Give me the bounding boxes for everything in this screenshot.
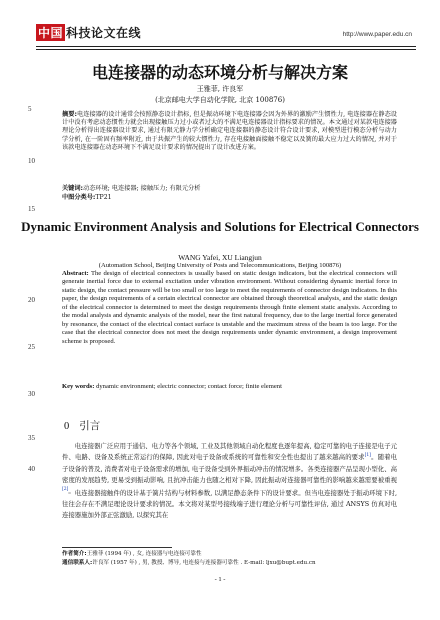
footnote-author xyxy=(62,551,407,558)
abstract-cn xyxy=(62,111,397,152)
paper-title-cn: 电连接器的动态环境分析与解决方案 xyxy=(91,63,348,82)
section-title: 引言 xyxy=(79,420,101,432)
paper-title-en xyxy=(0,219,440,235)
site-url[interactable]: http://www.paper.edu.cn xyxy=(342,31,412,38)
line-number: 40 xyxy=(28,465,35,473)
footnote-contact xyxy=(62,560,407,567)
body-paragraph xyxy=(62,488,397,522)
affiliation-en: (Automation School, Beijing University of Posts and Telecommunications, Beijing 100876) xyxy=(98,262,342,269)
footnote-text: 王雅菲 (1994 年) , 女, 连接器与电连接可靠性 xyxy=(86,551,202,557)
footnote-label: 通信联系人: xyxy=(62,560,93,566)
site-logo[interactable] xyxy=(36,24,141,41)
header-rule-thin xyxy=(36,49,416,50)
citation-link[interactable]: [2] xyxy=(62,486,69,492)
paper-title-en-text: Dynamic Environment Analysis and Solutions for Electrical Connectors xyxy=(21,219,419,234)
paragraph-text: 电连接器接触件的设计基于簧片结构与材料参数, 以满足静态条件下的设计要求。但当电连接器处于振动环境下时, 往往会存在不满足理论设计要求的情况。本文将对某型号接线端子进行理论分析与可靠性评估, 通过 ANSYS 仿真对电连接器施加外部正弦激励, 以探究其在 xyxy=(62,489,397,520)
section-heading xyxy=(64,418,100,433)
keywords-en-label: Key words: xyxy=(62,383,95,390)
footnote-text: 许良军 (1957 年) , 男, 教授、博导, 电连接与连接器可靠性 . E-mail: ljxu@bupt.edu.cn xyxy=(92,560,316,566)
line-number: 25 xyxy=(28,343,35,351)
paragraph-text: 。随着电子设备的普及, 消费者对电子设备需求的增加, 电子设备受到外界振动冲击的情况增多。各类连接器产品呈现小型化、高密度的发展趋势, 更易受到振动影响, 且抗冲击能力也随之相对下降, 因此振动对连接器可靠性的影响越来越需要被重视 xyxy=(62,453,398,484)
keywords-en xyxy=(62,383,397,390)
line-number: 20 xyxy=(28,296,35,304)
abstract-en xyxy=(62,270,397,346)
paragraph-text: 。 xyxy=(68,487,75,496)
abstract-cn-text: 电连接器的设计通常会按照静态设计指标, 但是振动环境下电连接器会因为外界的激励产生惯性力, 电连接器在静态设计中没有考虑动态惯性力就会出现接触压力过小或者过大的不满足电连接器设计指标要求的情况。本文通过对某款电连接器理论分析得出连接器设计要求, 通过有限元静力学分析确定电连接器的静态设计符合设计要求, 对模型进行模态分析与动力学分析, 在一阶固有频率附近, 由于共振产生的较大惯性力, 存在电接触面接触不稳定以及簧的最大应力过大的情况, 并对于该款电连接器在动态环境下不满足设计要求的情况提出了设计改进方案。 xyxy=(62,111,397,151)
abstract-en-label: Abstract: xyxy=(62,270,89,277)
line-number: 35 xyxy=(28,434,35,442)
keywords-cn xyxy=(62,185,397,193)
logo-text: 科技论文在线 xyxy=(66,26,142,40)
classification-cn xyxy=(62,194,397,202)
abstract-en-text: The design of electrical connectors is usually based on static design indicators, but the electrical connectors will generate inertial force due to external excitation under vibration environment. Without considering dynamic inertial force in static design, the contact pressure will be too small or too large to meet the requirements of connector design indicators. In this paper, the design requirements of a certain electrical connector are obtained through theoretical analysis, and the static design of the electrical connector is determined to meet the design requirements through finite element static analysis. According to the modal analysis and dynamic analysis of the model, near the first natural frequency, due to the large inertial force generated by resonance, the contact of the electrical contact surface is unstable and the maximum stress of the beam is too large. For the case that the electrical connector does not meet the design requirements under dynamic environment, a design improvement scheme is proposed. xyxy=(62,270,397,345)
page-header xyxy=(0,0,440,48)
classification-cn-text: TP21 xyxy=(95,194,112,201)
footnote-rule xyxy=(62,547,172,548)
line-number: 30 xyxy=(28,390,35,398)
classification-cn-label: 中图分类号: xyxy=(62,194,96,201)
footnote-label: 作者简介: xyxy=(62,551,87,557)
keywords-cn-text: 动态环境; 电连接器; 接触压力; 有限元分析 xyxy=(83,185,201,192)
line-number: 5 xyxy=(28,105,32,113)
keywords-cn-label: 关键词: xyxy=(62,185,84,192)
section-number: 0 xyxy=(64,421,70,432)
logo-box: 中国 xyxy=(38,26,64,40)
affiliation-cn: (北京邮电大学自动化学院, 北京 100876) xyxy=(155,96,285,104)
authors-en: WANG Yafei, XU Liangjun xyxy=(178,253,262,262)
authors-cn: 王雅菲, 许良军 xyxy=(196,85,244,93)
page-number: - 1 - xyxy=(214,576,226,583)
line-number: 15 xyxy=(28,205,35,213)
abstract-cn-label: 摘要: xyxy=(62,111,77,118)
header-rule xyxy=(36,46,416,47)
line-number: 10 xyxy=(28,157,35,165)
keywords-en-text: dynamic environment; electric connector; contact force; finite element xyxy=(96,383,282,390)
paragraph-text: 电连接器广泛应用于通信、电力等各个领域, 工业及其他领域自动化程度也逐年提高, 稳定可靠的电子连接是电子元件、电路、设备及系统正常运行的保障, 因此对电子设备或系统的可靠性和安全性也提出了越来越高的要求 xyxy=(62,442,397,462)
citation-link[interactable]: [1] xyxy=(364,453,372,459)
